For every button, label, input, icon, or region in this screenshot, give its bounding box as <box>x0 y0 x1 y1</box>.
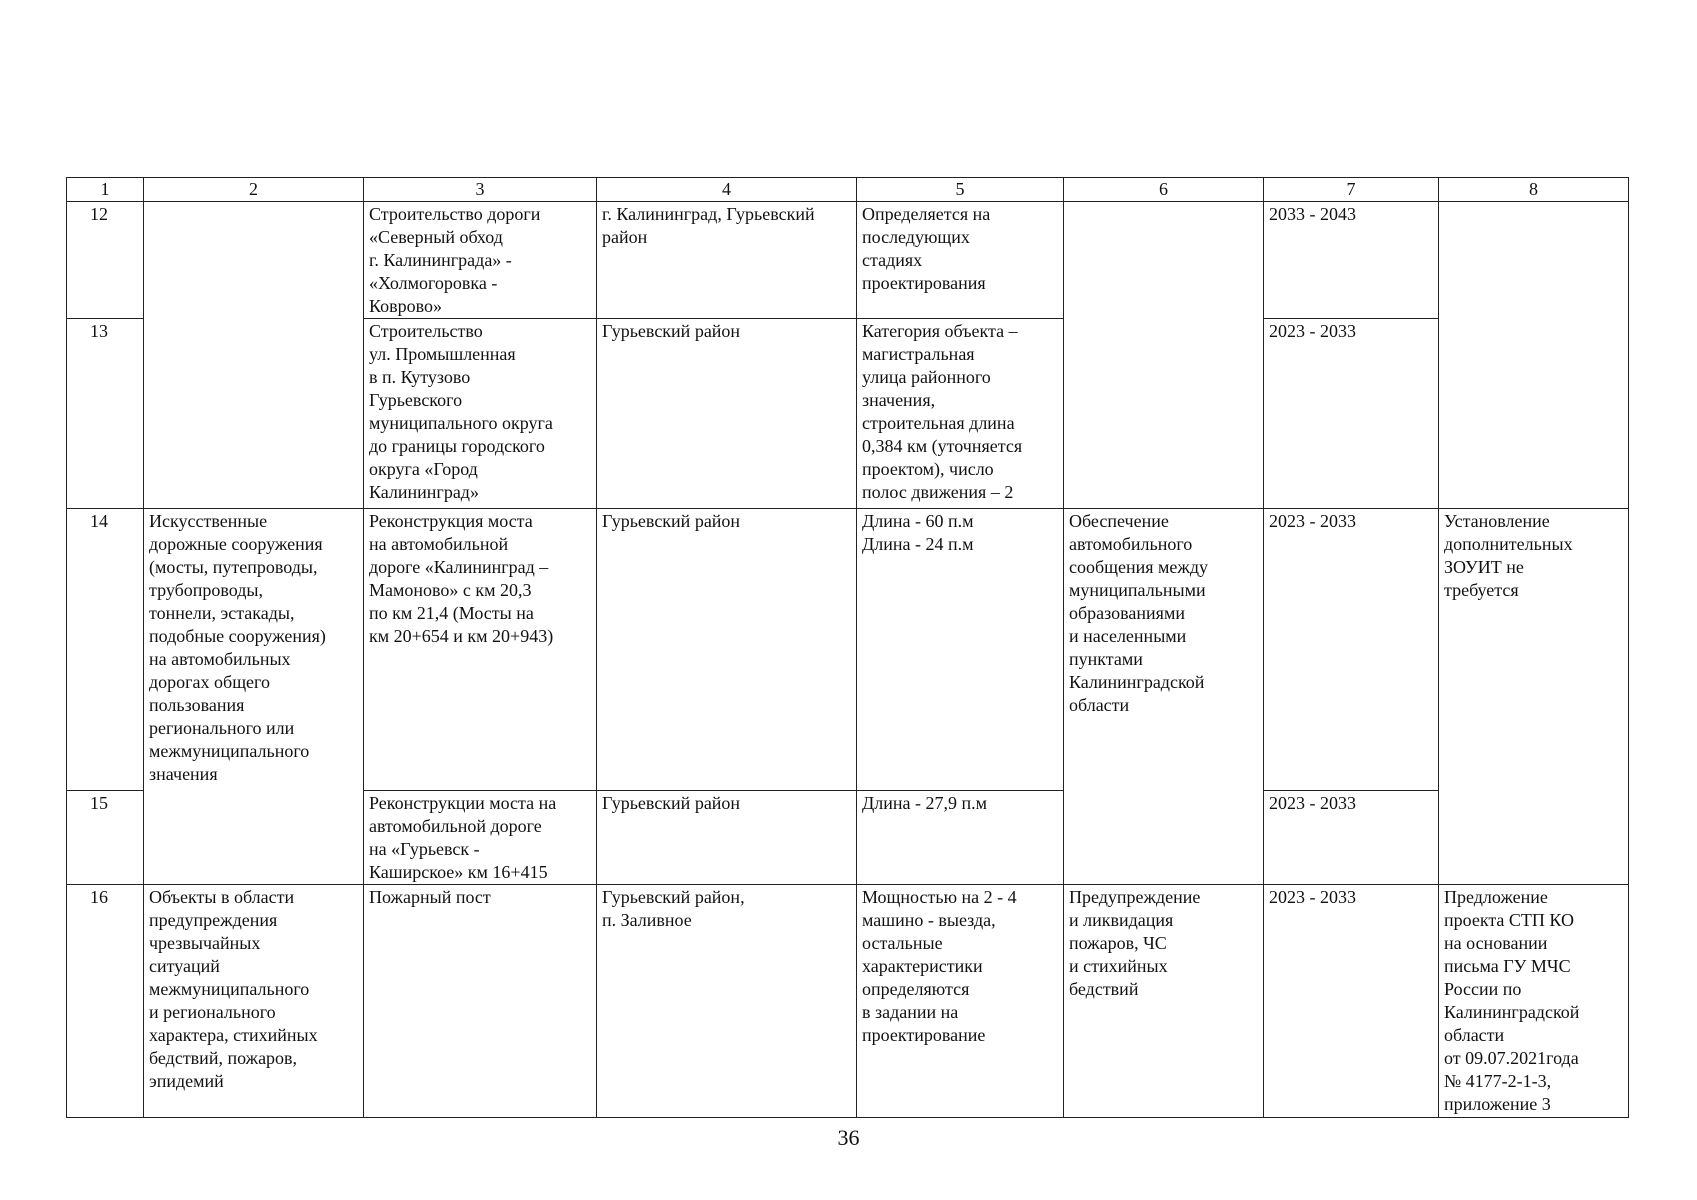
page-number: 36 <box>837 1125 860 1150</box>
period-cell: 2023 - 2033 <box>1264 509 1439 791</box>
location-cell: Гурьевский район <box>597 509 857 791</box>
object-type-cell <box>144 202 364 509</box>
row-number: 14 <box>67 509 144 791</box>
row-number: 12 <box>67 202 144 319</box>
object-name-cell: Строительство ул. Промышленная в п. Кутузово Гурьевского муниципального округа до границы городского округа «Город Калининград» <box>364 319 597 509</box>
header-cell: 7 <box>1264 178 1439 202</box>
header-cell: 3 <box>364 178 597 202</box>
location-cell: Гурьевский район <box>597 791 857 885</box>
characteristics-cell: Мощностью на 2 - 4 машино - выезда, остальные характеристики определяются в задании на проектирование <box>857 885 1064 1118</box>
zones-cell: Установление дополнительных ЗОУИТ не требуется <box>1439 509 1629 885</box>
row-number: 13 <box>67 319 144 509</box>
zones-cell: Предложение проекта СТП КО на основании письма ГУ МЧС России по Калининградской области от 09.07.2021года № 4177-2-1-3, приложение 3 <box>1439 885 1629 1118</box>
object-name-cell: Реконструкция моста на автомобильной дороге «Калининград – Мамоново» с км 20,3 по км 21,4 (Мосты на км 20+654 и км 20+943) <box>364 509 597 791</box>
planning-table <box>66 177 1629 1118</box>
header-cell: 6 <box>1064 178 1264 202</box>
purpose-cell <box>1064 202 1264 509</box>
header-row <box>67 178 1629 202</box>
zones-cell <box>1439 202 1629 509</box>
location-cell: Гурьевский район <box>597 319 857 509</box>
location-cell: г. Калининград, Гурьевский район <box>597 202 857 319</box>
row-number: 15 <box>67 791 144 885</box>
header-cell: 4 <box>597 178 857 202</box>
characteristics-cell: Категория объекта – магистральная улица районного значения, строительная длина 0,384 км (уточняется проектом), число полос движения – 2 <box>857 319 1064 509</box>
row-number: 16 <box>67 885 144 1118</box>
table-row <box>67 202 1629 319</box>
header-cell: 1 <box>67 178 144 202</box>
object-type-cell: Искусственные дорожные сооружения (мосты, путепроводы, трубопроводы, тоннели, эстакады, подобные сооружения) на автомобильных дорогах общего пользования регионального или межмуниципального значения <box>144 509 364 885</box>
table-row <box>67 885 1629 1118</box>
object-type-cell: Объекты в области предупреждения чрезвычайных ситуаций межмуниципального и регионального характера, стихийных бедствий, пожаров, эпидемий <box>144 885 364 1118</box>
period-cell: 2023 - 2033 <box>1264 319 1439 509</box>
object-name-cell: Пожарный пост <box>364 885 597 1118</box>
period-cell: 2023 - 2033 <box>1264 885 1439 1118</box>
period-cell: 2023 - 2033 <box>1264 791 1439 885</box>
purpose-cell: Обеспечение автомобильного сообщения между муниципальными образованиями и населенными пунктами Калининградской области <box>1064 509 1264 885</box>
table-row <box>67 509 1629 791</box>
location-cell: Гурьевский район, п. Заливное <box>597 885 857 1118</box>
object-name-cell: Строительство дороги «Северный обход г. Калининграда» - «Холмогоровка - Коврово» <box>364 202 597 319</box>
header-cell: 2 <box>144 178 364 202</box>
characteristics-cell: Определяется на последующих стадиях проектирования <box>857 202 1064 319</box>
characteristics-cell: Длина - 60 п.м Длина - 24 п.м <box>857 509 1064 791</box>
header-cell: 8 <box>1439 178 1629 202</box>
header-cell: 5 <box>857 178 1064 202</box>
characteristics-cell: Длина - 27,9 п.м <box>857 791 1064 885</box>
period-cell: 2033 - 2043 <box>1264 202 1439 319</box>
purpose-cell: Предупреждение и ликвидация пожаров, ЧС и стихийных бедствий <box>1064 885 1264 1118</box>
object-name-cell: Реконструкции моста на автомобильной дороге на «Гурьевск - Каширское» км 16+415 <box>364 791 597 885</box>
